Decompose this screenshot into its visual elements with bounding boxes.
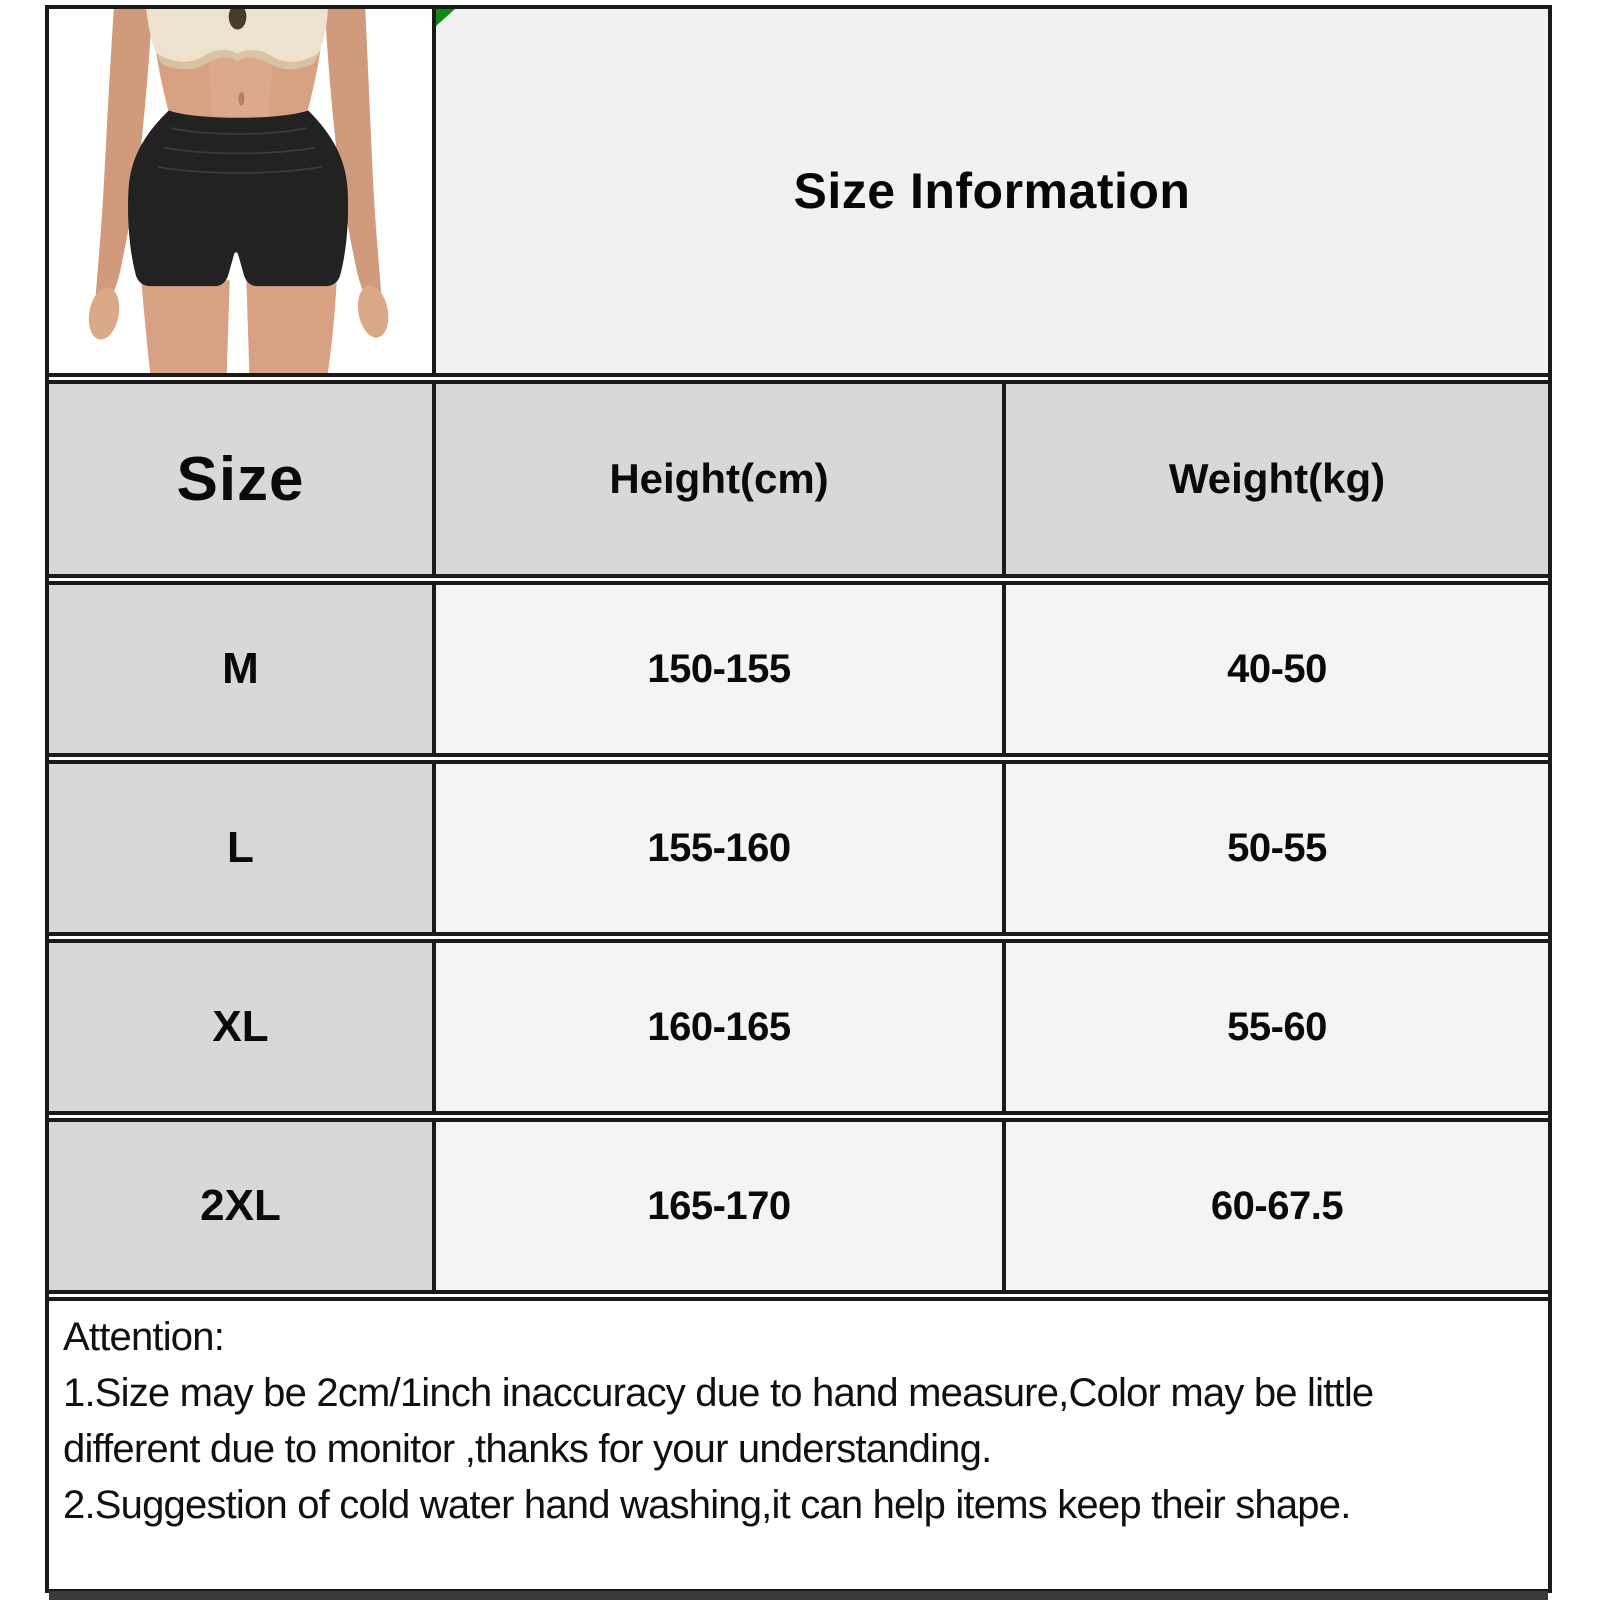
attention-line: 2.Suggestion of cold water hand washing,it can help items keep their shape. — [63, 1483, 1351, 1527]
attention-line: different due to monitor ,thanks for your understanding. — [63, 1427, 992, 1471]
height-value: 165-170 — [432, 1122, 1002, 1290]
size-label: 2XL — [49, 1122, 432, 1290]
weight-value: 50-55 — [1002, 764, 1548, 932]
attention-heading: Attention: — [63, 1315, 225, 1359]
height-value: 150-155 — [432, 585, 1002, 753]
table-row — [49, 760, 1548, 936]
weight-value: 60-67.5 — [1002, 1122, 1548, 1290]
table-header-row — [49, 380, 1548, 578]
bottom-shadow-bar — [49, 1591, 1548, 1600]
table-row-top — [49, 9, 1548, 377]
table-row — [49, 939, 1548, 1115]
size-label: L — [49, 764, 432, 932]
page-title: Size Information — [793, 163, 1191, 219]
column-header-size: Size — [49, 384, 432, 574]
column-header-weight: Weight(kg) — [1002, 384, 1548, 574]
attention-row — [49, 1297, 1548, 1589]
product-photo — [49, 9, 432, 373]
cell-corner-marker-icon — [436, 9, 455, 26]
table-row — [49, 581, 1548, 757]
shapewear-model-illustration — [49, 9, 432, 373]
height-value: 155-160 — [432, 764, 1002, 932]
size-label: XL — [49, 943, 432, 1111]
weight-value: 40-50 — [1002, 585, 1548, 753]
column-header-height: Height(cm) — [432, 384, 1002, 574]
title-cell — [432, 9, 1548, 373]
weight-value: 55-60 — [1002, 943, 1548, 1111]
height-value: 160-165 — [432, 943, 1002, 1111]
attention-note — [49, 1301, 1548, 1589]
size-label: M — [49, 585, 432, 753]
attention-line: 1.Size may be 2cm/1inch inaccuracy due to hand measure,Color may be little — [63, 1371, 1374, 1415]
size-table — [45, 5, 1552, 1593]
table-row — [49, 1118, 1548, 1294]
